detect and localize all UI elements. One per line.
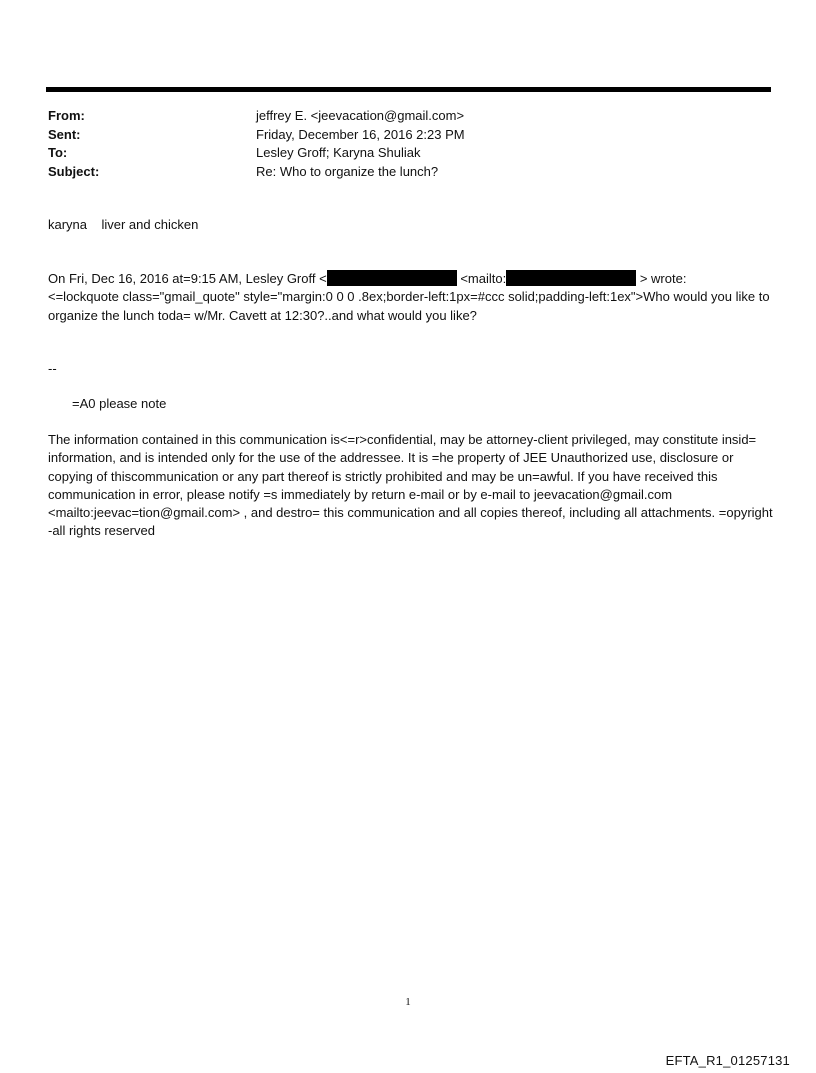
from-row <box>48 107 768 126</box>
quote-wrote-text: > wrote: <box>639 271 687 286</box>
confidentiality-disclaimer: The information contained in this communication is<=r>confidential, may be attorney-client privileged, may constitute insid= information, and is intended only for the use of the addressee. It is =he property of JEE Unauthorized use, disclosure or copying of thiscommunication or any part thereof is strictly prohibited and may be un=awful. If you have received this communication in error, please notify =s immediately by return e-mail or by e-mail to jeevacation@gmail.com <mailto:jeevac=tion@gmail.com> , and destro= this communication and all copies thereof, including all attachments. =opyright -all rights reserved <box>48 432 773 539</box>
sent-row <box>48 126 768 145</box>
subject-label: Subject: <box>48 163 100 179</box>
subject-value: Re: Who to organize the lunch? <box>256 163 439 179</box>
redaction-box <box>327 270 457 286</box>
quote-intro-text: On Fri, Dec 16, 2016 at=9:15 AM, Lesley Groff < <box>48 271 327 286</box>
quote-intro <box>48 270 773 288</box>
to-value: Lesley Groff; Karyna Shuliak <box>256 145 421 160</box>
header-divider <box>46 87 771 92</box>
signature-dash: -- <box>48 361 57 376</box>
redaction-box <box>506 270 636 286</box>
from-value: jeffrey E. <jeevacation@gmail.com> <box>256 108 465 123</box>
subject-row <box>48 163 768 182</box>
quote-body: <=lockquote class="gmail_quote" style="margin:0 0 0 .8ex;border-left:1px=#ccc solid;padding-left:1ex">Who would you like to organize the lunch toda= w/Mr. Cavett at 12:30?..and what would you like? <box>48 289 770 323</box>
to-row <box>48 144 768 163</box>
sent-value: Friday, December 16, 2016 2:23 PM <box>256 126 465 142</box>
quoted-message <box>48 270 773 325</box>
sent-label: Sent: <box>48 126 81 142</box>
quote-mailto-text: <mailto: <box>460 271 507 286</box>
document-id: EFTA_R1_01257131 <box>665 1053 790 1068</box>
email-header <box>48 107 768 181</box>
reply-line: karyna liver and chicken <box>48 217 199 232</box>
page-number: 1 <box>405 996 411 1008</box>
to-label: To: <box>48 145 68 160</box>
from-label: From: <box>48 108 85 123</box>
please-note: =A0 please note <box>72 396 167 411</box>
